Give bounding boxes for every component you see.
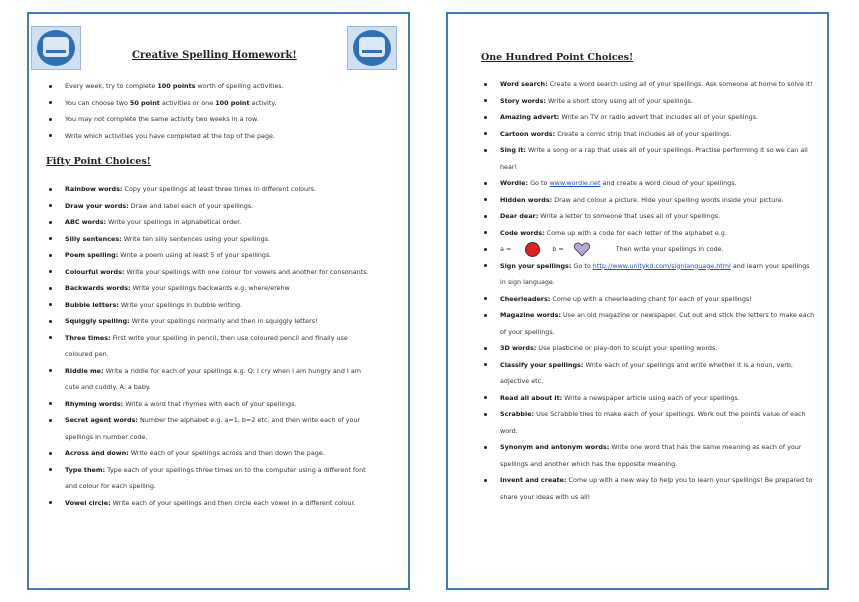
activity-item: Backwards words: Write your spellings backwards e.g. where/erehw xyxy=(43,280,373,297)
activity-item: 3D words: Use plasticine or play-doh to sculpt your spelling words. xyxy=(478,340,816,357)
intro-item: Write which activities you have completed at the top of the page. xyxy=(43,128,398,145)
activity-item: ABC words: Write your spellings in alphabetical order. xyxy=(43,214,373,231)
activity-item: Word search: Create a word search using all of your spellings. Ask someone at home to solve it! xyxy=(478,76,816,93)
activity-item: Type them: Type each of your spellings three times on to the computer using a different font and colour for each spelling. xyxy=(43,462,373,495)
page-title: Creative Spelling Homework! xyxy=(132,50,297,61)
activity-item: Squiggly spelling: Write your spellings normally and then in squiggly letters! xyxy=(43,313,373,330)
activity-item: Synonym and antonym words: Write one word that has the same meaning as each of your spellings and another which has the opposite meaning. xyxy=(478,439,816,472)
activity-item: Rainbow words: Copy your spellings at least three times in different colours. xyxy=(43,181,373,198)
hundred-list xyxy=(478,76,816,505)
red-circle-icon xyxy=(525,242,540,257)
school-logo-icon xyxy=(31,26,81,70)
activity-item: Cheerleaders: Come up with a cheerleading chant for each of your spellings! xyxy=(478,291,816,308)
school-logo-icon xyxy=(347,26,397,70)
activity-item: Code words: Come up with a code for each letter of the alphabet e.g. xyxy=(478,225,816,242)
activity-item: Sing it: Write a song or a rap that uses all of your spellings. Practise performing it so we can all hear! xyxy=(478,142,816,175)
activity-item: Riddle me: Write a riddle for each of your spellings e.g. Q: I cry when I am hungry and I am cute and cuddly. A: a baby. xyxy=(43,363,373,396)
activity-item: Across and down: Write each of your spellings across and then down the page. xyxy=(43,445,373,462)
fifty-list xyxy=(43,181,373,511)
activity-item: Dear dear: Write a letter to someone that uses all of your spellings. xyxy=(478,208,816,225)
intro-item: You may not complete the same activity two weeks in a row. xyxy=(43,111,398,128)
activity-item: Amazing advert: Write an TV or radio advert that includes all of your spellings. xyxy=(478,109,816,126)
activity-item: Scrabble: Use Scrabble tiles to make each of your spellings. Work out the points value of each word. xyxy=(478,406,816,439)
fifty-heading: Fifty Point Choices! xyxy=(46,156,151,167)
activity-item: Read all about it: Write a newspaper article using each of your spellings. xyxy=(478,390,816,407)
activity-item: Bubble letters: Write your spellings in bubble writing. xyxy=(43,297,373,314)
activity-item: Classify your spellings: Write each of your spellings and write whether it is a noun, verb, adjective etc. xyxy=(478,357,816,390)
left-page xyxy=(27,12,410,590)
activity-item: Story words: Write a short story using all of your spellings. xyxy=(478,93,816,110)
activity-item: Vowel circle: Write each of your spellings and then circle each vowel in a different colour. xyxy=(43,495,373,512)
activity-item: Invent and create: Come up with a new way to help you to learn your spellings! Be prepared to share your ideas with us all! xyxy=(478,472,816,505)
wordle-link[interactable]: www.wordle.net xyxy=(549,179,601,187)
activity-item: Three times: First write your spelling in pencil, then use coloured pencil and finally use coloured pen. xyxy=(43,330,373,363)
activity-item: Draw your words: Draw and label each of your spellings. xyxy=(43,198,373,215)
sign-language-link[interactable]: http://www.unitykd.com/signlanguage.html xyxy=(592,261,731,270)
activity-item: Magazine words: Use an old magazine or newspaper. Cut out and stick the letters to make each of your spellings. xyxy=(478,307,816,340)
intro-item: Every week, try to complete 100 points worth of spelling activities. xyxy=(43,78,398,95)
activity-item: Poem spelling: Write a poem using at least 5 of your spellings. xyxy=(43,247,373,264)
activity-item: Sign your spellings: Go to http://www.unitykd.com/signlanguage.html and learn your spellings in sign language. xyxy=(478,258,816,291)
right-page xyxy=(446,12,829,590)
purple-heart-icon xyxy=(574,242,590,257)
intro-item: You can choose two 50 point activities or one 100 point activity. xyxy=(43,95,398,112)
activity-item: Cartoon words: Create a comic strip that includes all of your spellings. xyxy=(478,126,816,143)
hundred-heading: One Hundred Point Choices! xyxy=(481,52,634,63)
activity-item: Secret agent words: Number the alphabet e.g. a=1, b=2 etc. and then write each of your spellings in number code. xyxy=(43,412,373,445)
activity-item: Wordle: Go to www.wordle.net and create a word cloud of your spellings. xyxy=(478,175,816,192)
activity-item: Silly sentences: Write ten silly sentences using your spellings. xyxy=(43,231,373,248)
activity-item: Rhyming words: Write a word that rhymes with each of your spellings. xyxy=(43,396,373,413)
activity-item: Colourful words: Write your spellings with one colour for vowels and another for consonants. xyxy=(43,264,373,281)
code-example: a = b = Then write your spellings in code. xyxy=(478,241,816,258)
activity-item: Hidden words: Draw and colour a picture. Hide your spelling words inside your picture. xyxy=(478,192,816,209)
intro-list xyxy=(43,78,398,144)
